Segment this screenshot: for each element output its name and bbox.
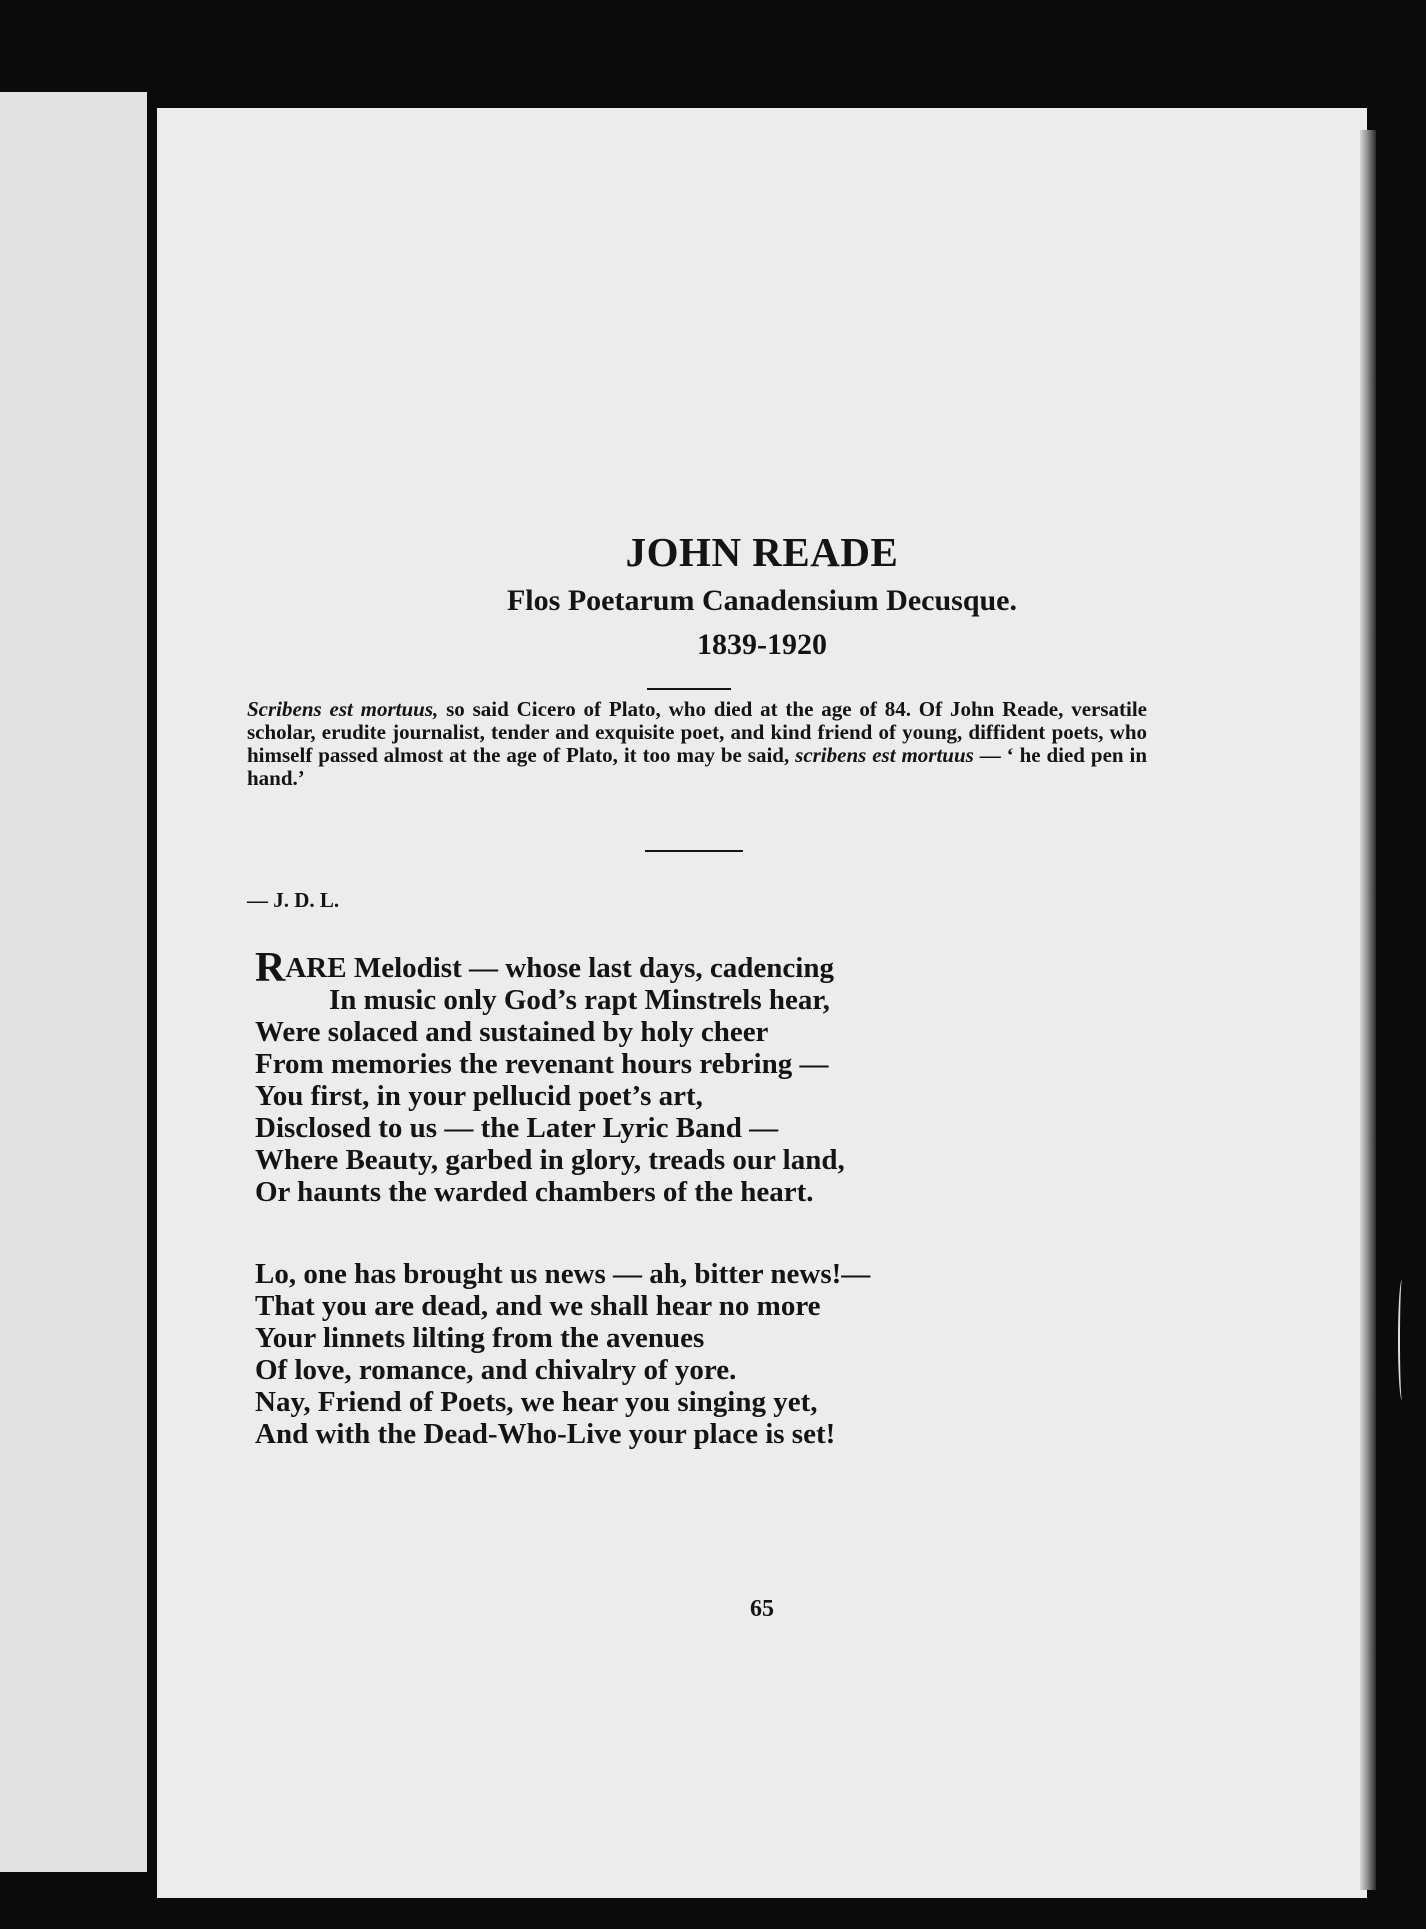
left-facing-page [0,92,150,1872]
poem-line: Nay, Friend of Poets, we hear you singing yet, [255,1386,818,1418]
scan-artifact [1398,1280,1406,1400]
poem-line: And with the Dead-Who-Live your place is set! [255,1418,836,1450]
page-title: JOHN READE [625,529,899,575]
page-subtitle: Flos Poetarum Canadensium Decusque. [506,584,1017,617]
intro-signature: — J. D. L. [247,888,340,912]
drop-cap: R [255,945,286,991]
intro-lead-italic: Scribens est mortuus, [247,697,439,721]
poem-line: Where Beauty, garbed in glory, treads our land, [255,1144,845,1176]
poem-line: Or haunts the warded chambers of the heart. [255,1176,814,1208]
intro-paragraph [247,698,1147,790]
poem-line: Your linnets lilting from the avenues [255,1322,705,1354]
book-gutter [147,92,157,1882]
poem-line: Disclosed to us — the Later Lyric Band — [255,1112,779,1144]
intro-inner-italic: scribens est mortuus [795,743,974,767]
page-edge-shadow [1360,130,1376,1890]
poem-line: RARE Melodist — whose last days, cadencing [255,945,834,991]
divider-rule [645,850,743,852]
poem-stanza-1 [255,945,1215,1208]
divider-rule [647,688,731,690]
poem-line: From memories the revenant hours rebring — [255,1048,829,1080]
poem-line: Were solaced and sustained by holy cheer [255,1016,769,1048]
intro-text-part1: so said Cicero of Plato, who died at the age of 84. Of John Reade, versatile scholar, erudite journalist, tender and exquisite poet, and kind friend of young, diffident poets, who himself passed almost at the age of Plato, it too may be said, [247,697,1148,767]
poem-line: You first, in your pellucid poet’s art, [255,1080,703,1112]
poem-line: Of love, romance, and chivalry of yore. [255,1354,737,1386]
page-number: 65 [750,1596,774,1622]
poem-line: Lo, one has brought us news — ah, bitter news!— [255,1258,871,1290]
poem-stanza-2 [255,1258,1215,1450]
intro-text-part2: — ‘ he died pen in hand.’ [247,743,1148,790]
book-page [157,108,1367,1898]
poem-line: That you are dead, and we shall hear no more [255,1290,821,1322]
poem-line: In music only God’s rapt Minstrels hear, [329,984,830,1016]
page-content [157,108,1367,1898]
life-dates: 1839-1920 [697,628,827,661]
